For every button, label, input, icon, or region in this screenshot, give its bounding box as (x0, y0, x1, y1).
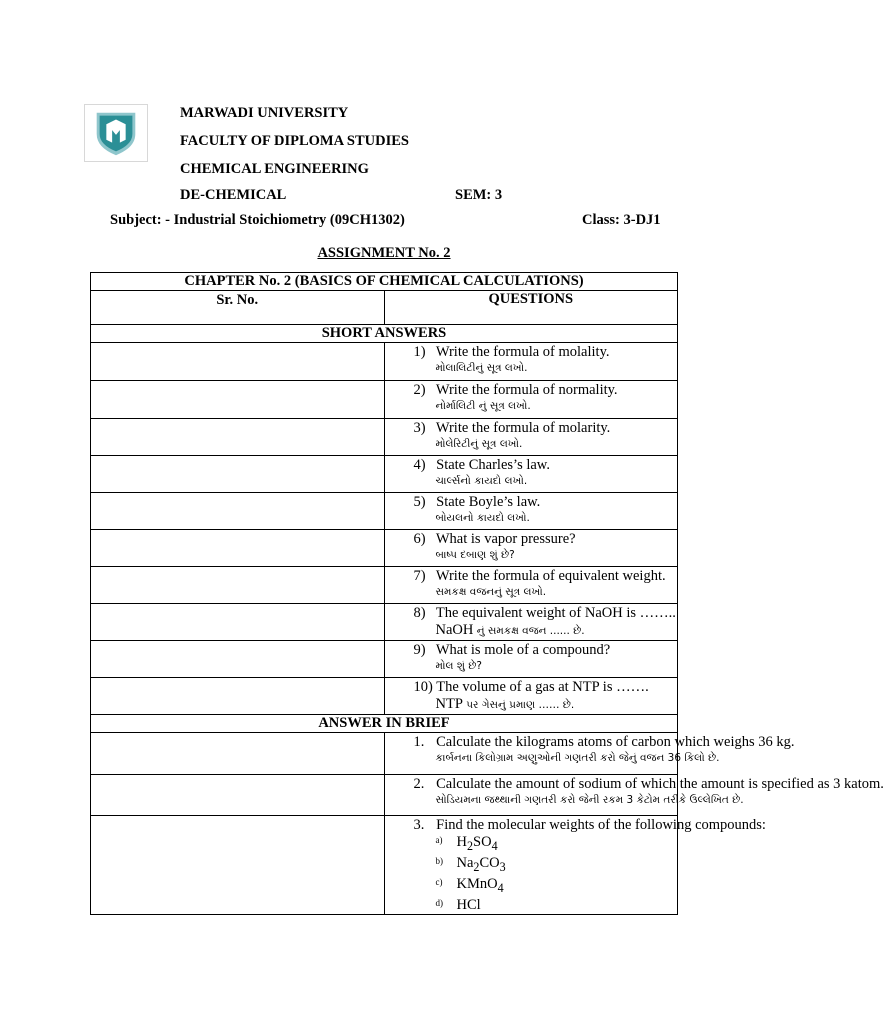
question-row (91, 419, 678, 456)
formula-part: Na (456, 854, 474, 871)
formula-subscript: 4 (491, 838, 498, 853)
assignment-title: ASSIGNMENT No. 2 (317, 245, 451, 261)
question-gujarati (414, 622, 678, 640)
question-cell (384, 381, 678, 419)
formula-part: CO (479, 854, 500, 871)
question-english (413, 733, 795, 751)
question-cell (384, 641, 678, 678)
chapter-title: CHAPTER No. 2 (BASICS OF CHEMICAL CALCULATIONS) (91, 273, 678, 291)
item-letter: c) (435, 876, 443, 887)
sr-no-cell (91, 775, 385, 816)
sr-no-cell (91, 678, 385, 715)
question-gujarati (414, 696, 678, 714)
question-english (414, 567, 678, 585)
question-cell (384, 816, 766, 915)
compound-item (436, 855, 678, 876)
gujarati-text: નું સમકક્ષ વજન ...... છે. (473, 625, 585, 637)
question-row (91, 733, 678, 775)
gujarati-prefix: NTP (435, 696, 463, 712)
question-gujarati: મોલ શું છે? (435, 660, 482, 672)
question-text: The volume of a gas at NTP is ……. (436, 679, 649, 695)
sr-no-cell (91, 641, 385, 678)
question-text: Find the molecular weights of the following compounds: (436, 817, 766, 833)
program-name: DE-CHEMICAL (180, 187, 287, 203)
question-number: 9) (413, 642, 426, 658)
item-letter: d) (435, 897, 443, 908)
question-row (91, 816, 678, 915)
subject: Subject: - Industrial Stoichiometry (09CH1302) (110, 212, 405, 228)
short-answers-heading: SHORT ANSWERS (91, 325, 678, 343)
question-number: 3) (413, 420, 426, 436)
sr-no-cell (91, 419, 385, 456)
question-cell (384, 567, 678, 604)
sr-no-cell (91, 456, 385, 493)
question-text: Calculate the kilograms atoms of carbon which weighs 36 kg. (436, 734, 795, 750)
question-number: 3. (413, 817, 425, 833)
gujarati-text: પર ગેસનું પ્રમાણ …… છે. (462, 699, 575, 711)
sr-no-cell (91, 733, 385, 775)
question-row (91, 641, 678, 678)
question-gujarati: સોડિયમના જથ્થાની ગણતરી કરો જેની રકમ 3 કેટોમ તરીકે ઉલ્લેખિત છે. (435, 794, 744, 806)
item-letter: b) (435, 855, 443, 866)
question-gujarati: બોયલનો કાયદો લખો. (435, 512, 530, 524)
sr-no-cell (91, 343, 385, 381)
question-text: What is vapor pressure? (435, 531, 576, 547)
sr-no-cell (91, 567, 385, 604)
question-number: 1. (413, 734, 425, 750)
question-english (413, 775, 884, 793)
sr-no-cell (91, 530, 385, 567)
question-cell (384, 775, 884, 816)
question-number: 2) (413, 382, 426, 398)
sr-no-header: Sr. No. (91, 291, 385, 325)
question-english (414, 493, 678, 511)
question-text: State Charles’s law. (436, 457, 550, 473)
sr-no-cell (91, 493, 385, 530)
shield-icon (85, 105, 147, 161)
sr-no-cell (91, 604, 385, 641)
question-text: Write the formula of molarity. (435, 420, 611, 436)
class-label: Class: 3-DJ1 (582, 212, 661, 228)
question-text: Write the formula of equivalent weight. (435, 568, 666, 584)
section-row (91, 715, 678, 733)
formula-subscript: 3 (499, 859, 506, 874)
question-number: 4) (413, 457, 426, 473)
question-cell (384, 530, 678, 567)
chapter-row (91, 273, 678, 291)
question-english (414, 530, 678, 548)
question-cell (384, 419, 678, 456)
question-english (414, 641, 678, 659)
formula-part: HCl (456, 896, 481, 913)
question-text: State Boyle’s law. (436, 494, 541, 510)
question-english (414, 604, 678, 622)
question-number: 1) (413, 344, 426, 360)
question-cell (384, 678, 678, 715)
university-name: MARWADI UNIVERSITY (180, 105, 349, 121)
item-letter: a) (435, 835, 443, 845)
gujarati-prefix: NaOH (435, 622, 474, 638)
answer-in-brief-heading: ANSWER IN BRIEF (91, 715, 678, 733)
compound-item (436, 834, 678, 855)
question-english (414, 678, 678, 696)
question-gujarati: સમકક્ષ વજનનું સૂત્ર લખો. (435, 586, 547, 598)
header-row (91, 291, 678, 325)
question-text: Calculate the amount of sodium of which the amount is specified as 3 katom. (436, 776, 884, 792)
question-text: Write the formula of normality. (435, 382, 618, 398)
section-row (91, 325, 678, 343)
question-cell (384, 604, 678, 641)
question-english (414, 381, 678, 399)
question-row (91, 567, 678, 604)
question-row (91, 343, 678, 381)
compound-item (436, 897, 678, 914)
formula-part: SO (473, 834, 492, 850)
question-number: 8) (413, 605, 426, 621)
formula-subscript: 2 (473, 859, 480, 874)
university-logo (84, 104, 148, 162)
department-name: CHEMICAL ENGINEERING (180, 161, 369, 177)
compound-list (414, 834, 678, 914)
sr-no-cell (91, 381, 385, 419)
compound-item (436, 876, 678, 897)
question-english (414, 456, 678, 474)
question-cell (384, 493, 678, 530)
question-text: The equivalent weight of NaOH is …….. (435, 605, 676, 621)
question-english (414, 343, 678, 361)
question-number: 7) (413, 568, 426, 584)
question-number: 6) (413, 531, 426, 547)
question-english (414, 419, 678, 437)
faculty-name: FACULTY OF DIPLOMA STUDIES (180, 133, 409, 149)
question-gujarati: મોલેરિટીનું સૂત્ર લખો. (435, 438, 523, 450)
sr-no-cell (91, 816, 385, 915)
question-row (91, 775, 678, 816)
question-row (91, 381, 678, 419)
short-answers-body (91, 343, 678, 715)
questions-table (90, 272, 884, 915)
question-row (91, 530, 678, 567)
question-cell (384, 343, 678, 381)
formula-subscript: 4 (497, 880, 504, 895)
questions-header: QUESTIONS (384, 291, 678, 325)
question-row (91, 678, 678, 715)
question-gujarati: મોલાલિટીનું સૂત્ર લખો. (435, 362, 528, 374)
formula-part: H (456, 834, 467, 850)
answer-in-brief-body (91, 733, 884, 915)
question-number: 5) (413, 494, 426, 510)
question-row (91, 493, 678, 530)
question-number: 2. (413, 776, 425, 792)
question-gujarati: કાર્બનના કિલોગ્રામ અણુઓની ગણતરી કરો જેનું વજન 36 કિલો છે. (435, 752, 720, 764)
question-row (91, 604, 678, 641)
formula-subscript: 2 (466, 838, 474, 853)
question-number: 10) (413, 679, 433, 695)
formula-part: KMnO (456, 875, 498, 892)
question-english (413, 816, 766, 834)
question-row (91, 456, 678, 493)
question-cell (384, 456, 678, 493)
question-gujarati: ચાર્લ્સનો કાયદો લખો. (435, 475, 528, 487)
question-cell (384, 733, 795, 775)
question-gujarati: બાષ્પ દબાણ શું છે? (435, 549, 515, 561)
question-text: What is mole of a compound? (435, 642, 611, 658)
question-text: Write the formula of molality. (435, 344, 610, 360)
semester: SEM: 3 (455, 187, 503, 203)
question-gujarati: નોર્માલિટી નું સૂત્ર લખો. (435, 400, 531, 412)
